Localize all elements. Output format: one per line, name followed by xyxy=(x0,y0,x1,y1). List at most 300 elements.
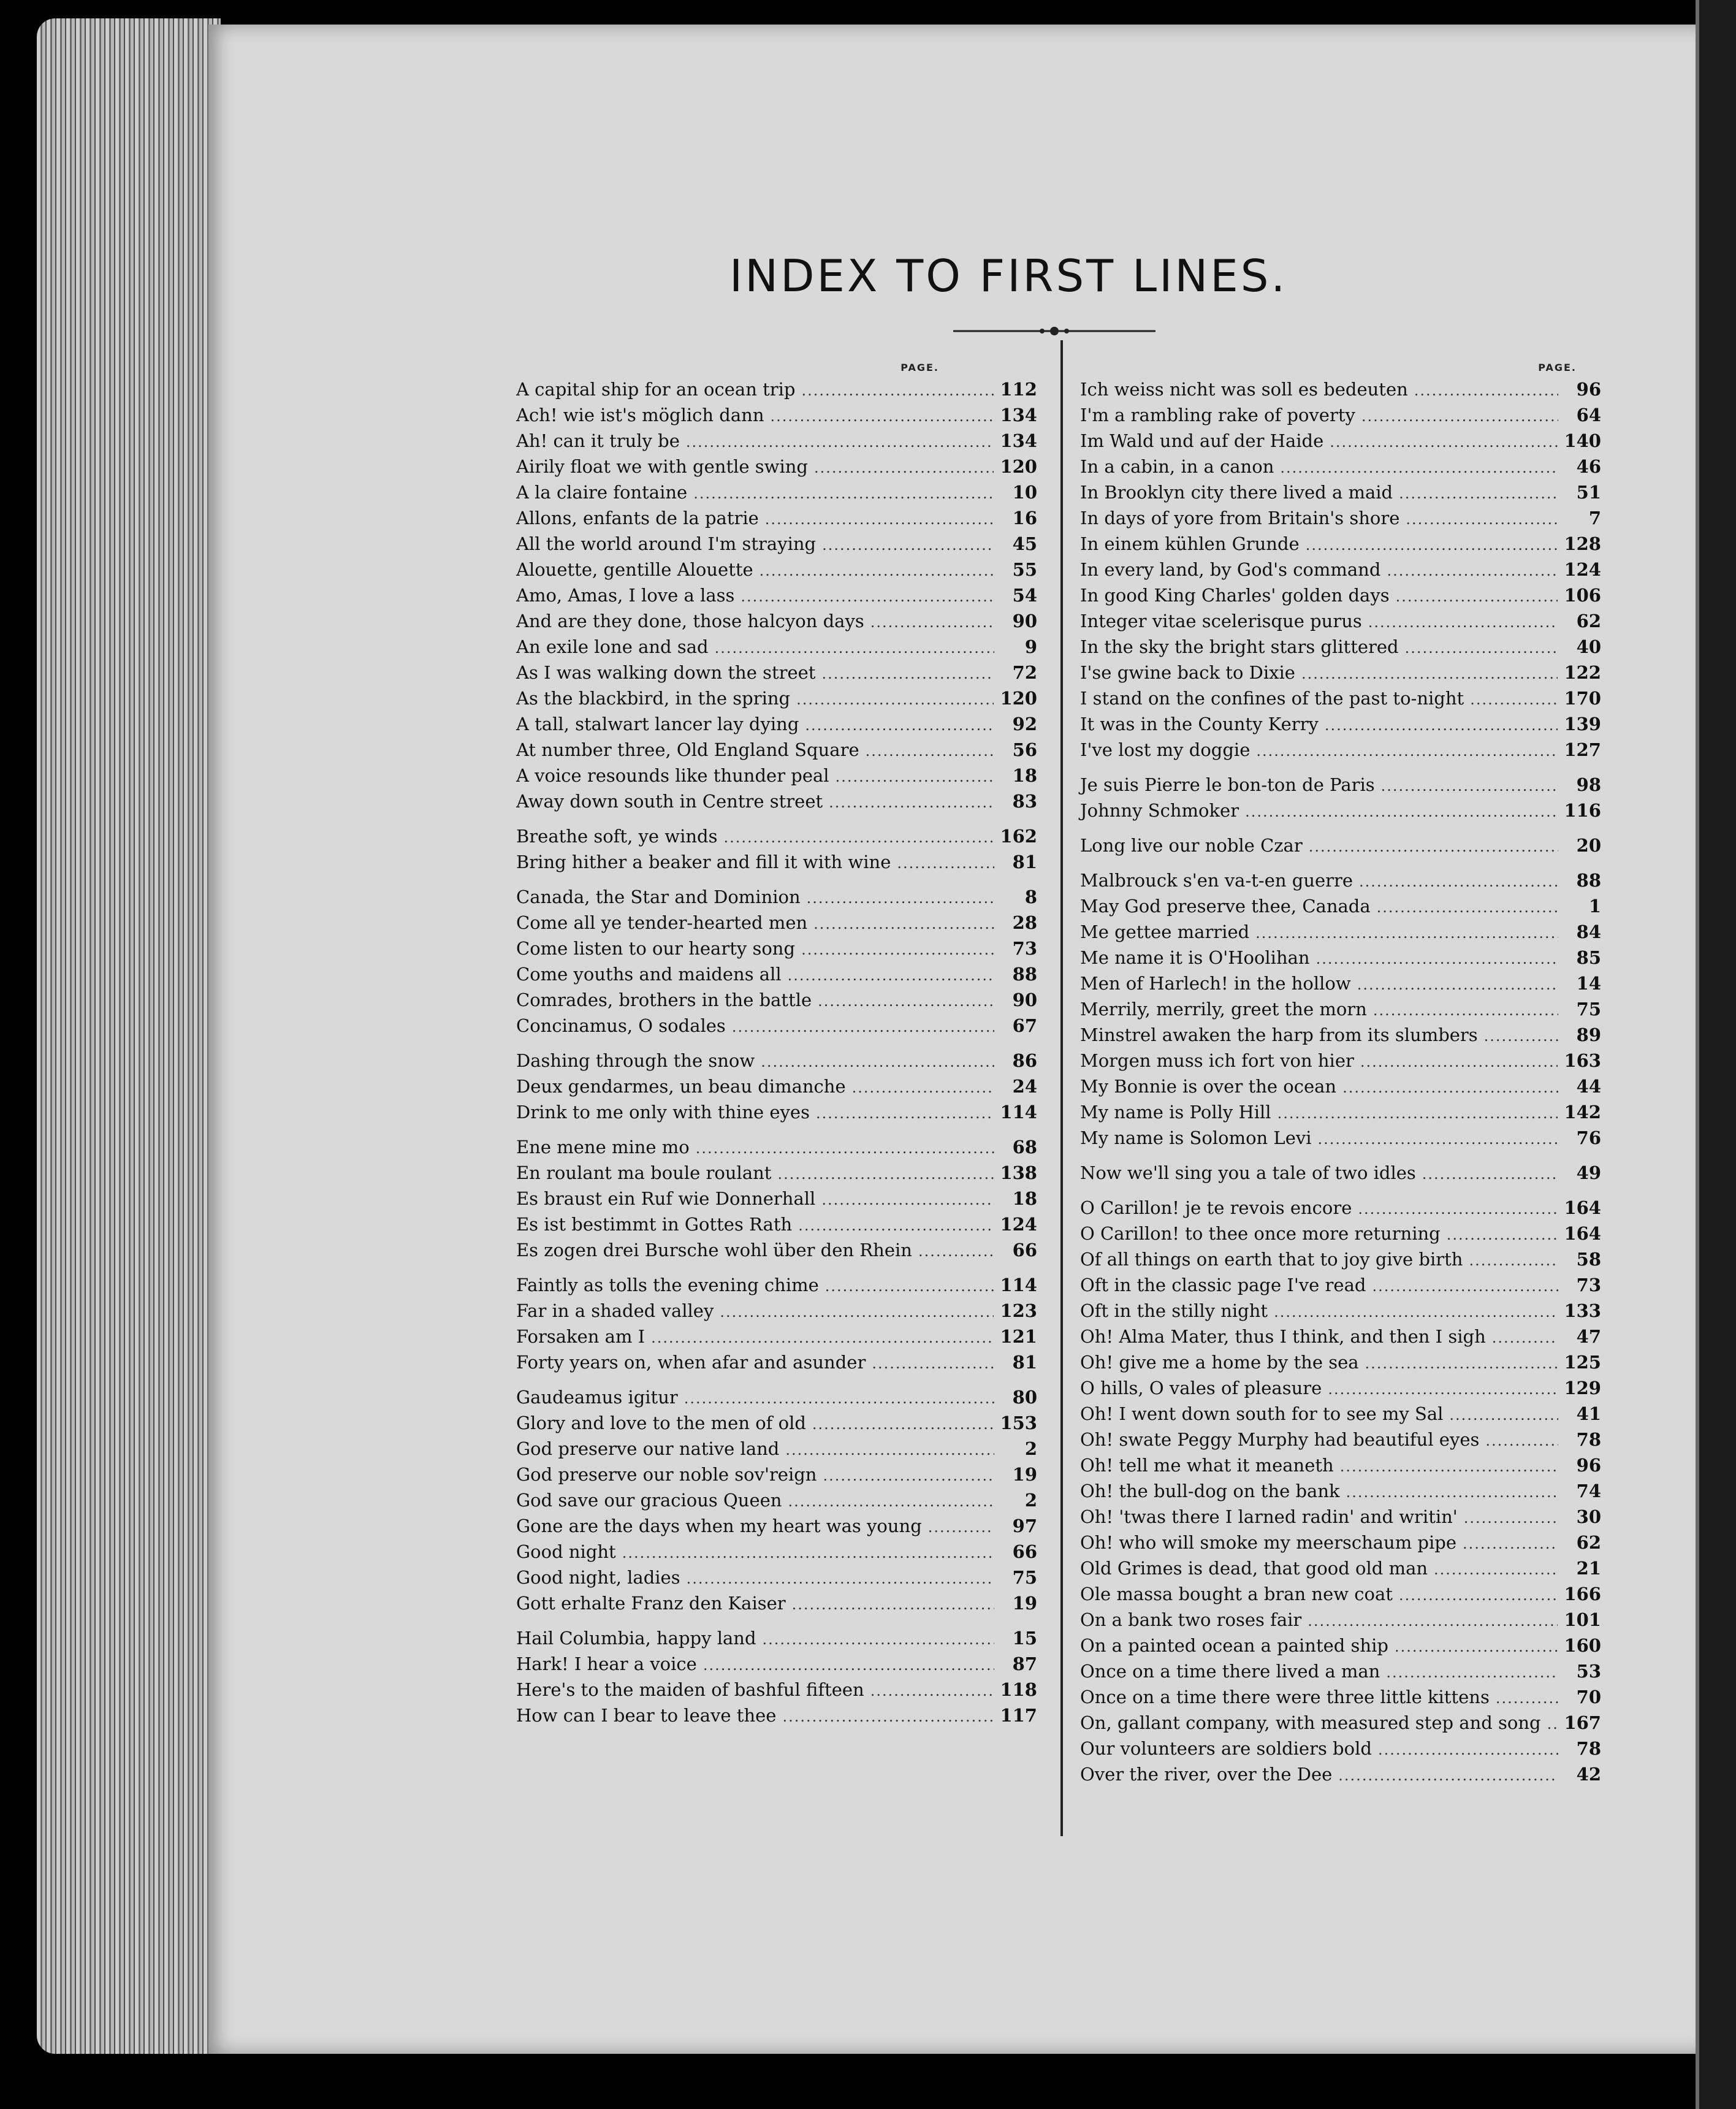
page-number: 41 xyxy=(1576,1403,1601,1424)
page-number: 20 xyxy=(1576,835,1601,856)
first-line-text: In days of yore from Britain's shore xyxy=(1080,508,1400,528)
index-entry xyxy=(1080,1324,1601,1349)
index-entry xyxy=(516,737,1037,763)
index-entry xyxy=(1080,1221,1601,1246)
first-line-text: As the blackbird, in the spring xyxy=(516,688,791,709)
dot-leader xyxy=(1357,972,1558,997)
dot-leader xyxy=(1396,584,1558,609)
first-line-text: Ah! can it truly be xyxy=(516,430,680,451)
dot-leader xyxy=(1342,1075,1558,1100)
first-line-text: Morgen muss ich fort von hier xyxy=(1080,1050,1354,1071)
first-line-text: Concinamus, O sodales xyxy=(516,1015,726,1036)
first-line-text: I stand on the confines of the past to-night xyxy=(1080,688,1464,709)
first-line-text: All the world around I'm straying xyxy=(516,533,817,554)
page-number: 166 xyxy=(1564,1584,1601,1604)
page-number: 97 xyxy=(1012,1516,1037,1536)
page-number: 10 xyxy=(1012,482,1037,503)
index-entry xyxy=(516,711,1037,737)
first-line-text: A capital ship for an ocean trip xyxy=(516,379,796,400)
index-entry xyxy=(516,987,1037,1013)
index-entry xyxy=(516,608,1037,634)
index-entry xyxy=(1080,833,1601,858)
index-entry xyxy=(1080,685,1601,711)
page-number: 120 xyxy=(1000,688,1037,709)
dot-leader xyxy=(788,1489,995,1514)
first-line-text: Oh! tell me what it meaneth xyxy=(1080,1455,1334,1476)
first-line-text: At number three, Old England Square xyxy=(516,739,859,760)
first-line-text: Drink to me only with thine eyes xyxy=(516,1102,810,1123)
index-entry xyxy=(516,660,1037,685)
index-entry xyxy=(1080,1099,1601,1125)
letter-group-gap xyxy=(1080,858,1601,868)
page-number: 78 xyxy=(1576,1738,1601,1759)
page-number: 64 xyxy=(1576,405,1601,425)
index-entry xyxy=(516,531,1037,557)
index-entry xyxy=(1080,996,1601,1022)
first-line-text: A voice resounds like thunder peal xyxy=(516,765,829,786)
first-line-text: How can I bear to leave thee xyxy=(516,1705,777,1726)
index-entry xyxy=(1080,557,1601,582)
index-entry xyxy=(516,1186,1037,1211)
dot-leader xyxy=(813,911,994,937)
page-number: 21 xyxy=(1576,1558,1601,1579)
page-number: 122 xyxy=(1564,662,1601,683)
first-line-text: Me gettee married xyxy=(1080,921,1250,942)
right-entries xyxy=(1080,376,1601,1787)
first-line-text: Oft in the classic page I've read xyxy=(1080,1275,1366,1295)
dot-leader xyxy=(788,963,994,988)
index-entry xyxy=(1080,737,1601,763)
first-line-text: Away down south in Centre street xyxy=(516,791,823,812)
page-number: 51 xyxy=(1576,482,1601,503)
index-entry xyxy=(516,1539,1037,1565)
first-line-text: Bring hither a beaker and fill it with wine xyxy=(516,852,891,872)
page-number: 18 xyxy=(1012,765,1037,786)
first-line-text: Gone are the days when my heart was young xyxy=(516,1516,922,1536)
index-entry xyxy=(1080,868,1601,893)
dot-leader xyxy=(1358,1196,1558,1222)
left-index-column xyxy=(516,362,1037,1728)
dot-leader xyxy=(825,1273,994,1299)
index-entry xyxy=(516,849,1037,875)
page-number: 89 xyxy=(1576,1024,1601,1045)
dot-leader xyxy=(1387,558,1558,584)
index-entry xyxy=(516,1272,1037,1298)
index-entry xyxy=(516,1074,1037,1099)
letter-group-gap xyxy=(516,1263,1037,1272)
letter-group-gap xyxy=(516,1375,1037,1384)
page-number: 62 xyxy=(1576,1532,1601,1553)
index-entry xyxy=(1080,893,1601,919)
dot-leader xyxy=(1434,1557,1558,1582)
index-entry xyxy=(1080,919,1601,945)
dot-leader xyxy=(696,1135,994,1161)
index-entry xyxy=(516,634,1037,660)
index-entry xyxy=(516,402,1037,428)
index-entry xyxy=(516,1099,1037,1125)
book-page-edges xyxy=(37,18,221,2054)
page-number: 162 xyxy=(1000,826,1037,847)
page-number: 90 xyxy=(1012,990,1037,1010)
first-line-text: Allons, enfants de la patrie xyxy=(516,508,759,528)
index-entry xyxy=(1080,1022,1601,1048)
dot-leader xyxy=(1485,1428,1558,1454)
dot-leader xyxy=(866,738,994,764)
first-line-text: God preserve our native land xyxy=(516,1438,780,1459)
index-entry xyxy=(1080,402,1601,428)
first-line-text: Minstrel awaken the harp from its slumbers xyxy=(1080,1024,1478,1045)
first-line-text: Come all ye tender-hearted men xyxy=(516,912,808,933)
dot-leader xyxy=(1316,946,1558,972)
dot-leader xyxy=(693,481,994,506)
page-column-header: PAGE. xyxy=(900,362,939,373)
index-entry xyxy=(1080,1633,1601,1658)
index-entry xyxy=(1080,608,1601,634)
index-entry xyxy=(1080,1246,1601,1272)
page-number: 123 xyxy=(1000,1300,1037,1321)
page-number: 46 xyxy=(1576,456,1601,477)
page-number: 112 xyxy=(1000,379,1037,400)
dot-leader xyxy=(1325,712,1558,738)
page-number: 88 xyxy=(1012,964,1037,985)
first-line-text: Oh! the bull-dog on the bank xyxy=(1080,1481,1340,1501)
index-entry xyxy=(1080,711,1601,737)
first-line-text: Over the river, over the Dee xyxy=(1080,1764,1333,1785)
index-entry xyxy=(516,1487,1037,1513)
page-number: 128 xyxy=(1564,533,1601,554)
page-number: 96 xyxy=(1576,379,1601,400)
page-number: 139 xyxy=(1564,714,1601,734)
dot-leader xyxy=(1492,1325,1558,1351)
dot-leader xyxy=(870,1678,994,1704)
page-number: 114 xyxy=(1000,1102,1037,1123)
page-number: 81 xyxy=(1012,1352,1037,1373)
page-number: 134 xyxy=(1000,405,1037,425)
first-line-text: Dashing through the snow xyxy=(516,1050,755,1071)
dot-leader xyxy=(1422,1161,1558,1187)
page-number: 121 xyxy=(1000,1326,1037,1347)
dot-leader xyxy=(1399,481,1558,506)
index-entry xyxy=(516,961,1037,987)
first-line-text: Ach! wie ist's möglich dann xyxy=(516,405,764,425)
index-entry xyxy=(516,1410,1037,1436)
dot-leader xyxy=(1256,738,1558,764)
page-number: 58 xyxy=(1576,1249,1601,1270)
first-line-text: Once on a time there lived a man xyxy=(1080,1661,1380,1682)
dot-leader xyxy=(1449,1402,1558,1428)
page-number: 164 xyxy=(1564,1223,1601,1244)
dot-leader xyxy=(801,378,994,403)
dot-leader xyxy=(771,403,994,429)
first-line-text: Oft in the stilly night xyxy=(1080,1300,1268,1321)
page-number: 134 xyxy=(1000,430,1037,451)
first-line-text: Gott erhalte Franz den Kaiser xyxy=(516,1593,786,1614)
index-entry xyxy=(516,1677,1037,1703)
index-entry xyxy=(1080,479,1601,505)
first-line-text: An exile lone and sad xyxy=(516,636,709,657)
first-line-text: In the sky the bright stars glittered xyxy=(1080,636,1399,657)
dot-leader xyxy=(897,850,994,876)
first-line-text: In every land, by God's command xyxy=(1080,559,1381,580)
right-index-column xyxy=(1080,362,1601,1787)
page-number: 167 xyxy=(1564,1712,1601,1733)
dot-leader xyxy=(928,1514,994,1540)
first-line-text: Here's to the maiden of bashful fifteen xyxy=(516,1679,864,1700)
letter-group-gap xyxy=(1080,763,1601,772)
first-line-text: Merrily, merrily, greet the morn xyxy=(1080,999,1367,1020)
dot-leader xyxy=(1340,1454,1558,1479)
index-entry xyxy=(1080,1607,1601,1633)
index-entry xyxy=(1080,1427,1601,1452)
page-number: 83 xyxy=(1012,791,1037,812)
index-entry xyxy=(516,1384,1037,1410)
first-line-text: Oh! give me a home by the sea xyxy=(1080,1352,1359,1373)
page-number: 76 xyxy=(1576,1127,1601,1148)
dot-leader xyxy=(1309,834,1558,860)
dot-leader xyxy=(1306,532,1558,558)
first-line-text: My name is Solomon Levi xyxy=(1080,1127,1312,1148)
index-entry xyxy=(516,428,1037,454)
dot-leader xyxy=(763,1627,994,1652)
dot-leader xyxy=(1447,1222,1558,1248)
index-entry xyxy=(1080,531,1601,557)
first-line-text: Far in a shaded valley xyxy=(516,1300,714,1321)
column-divider xyxy=(1060,340,1063,1836)
dot-leader xyxy=(836,764,994,790)
index-entry xyxy=(516,1013,1037,1039)
first-line-text: Oh! Alma Mater, thus I think, and then I sigh xyxy=(1080,1326,1486,1347)
page-number: 153 xyxy=(1000,1413,1037,1433)
first-line-text: Once on a time there were three little kittens xyxy=(1080,1687,1490,1707)
index-entry xyxy=(1080,1048,1601,1074)
dot-leader xyxy=(687,1566,994,1592)
index-entry xyxy=(1080,1478,1601,1504)
page-title: INDEX TO FIRST LINES. xyxy=(729,250,1288,302)
page-number: 75 xyxy=(1576,999,1601,1020)
index-entry xyxy=(1080,1504,1601,1530)
letter-group-gap xyxy=(1080,1151,1601,1160)
dot-leader xyxy=(1464,1505,1558,1531)
first-line-text: Gaudeamus igitur xyxy=(516,1387,678,1408)
first-line-text: Good night xyxy=(516,1541,616,1562)
first-line-text: Canada, the Star and Dominion xyxy=(516,887,801,907)
page-number: 66 xyxy=(1012,1240,1037,1260)
facing-page-edge xyxy=(1696,0,1736,2109)
page-number: 85 xyxy=(1576,947,1601,968)
page-number: 24 xyxy=(1012,1076,1037,1097)
page-number: 44 xyxy=(1576,1076,1601,1097)
dot-leader xyxy=(1368,609,1558,635)
dot-leader xyxy=(1496,1685,1558,1711)
first-line-text: O Carillon! je te revois encore xyxy=(1080,1197,1352,1218)
index-entry xyxy=(516,1462,1037,1487)
index-entry xyxy=(1080,376,1601,402)
first-line-text: Oh! 'twas there I larned radin' and writin' xyxy=(1080,1506,1458,1527)
index-entry xyxy=(516,763,1037,788)
page-number: 88 xyxy=(1576,870,1601,891)
dot-leader xyxy=(822,532,994,558)
dot-leader xyxy=(1470,687,1558,712)
index-entry xyxy=(516,1565,1037,1590)
first-line-text: In Brooklyn city there lived a maid xyxy=(1080,482,1393,503)
dot-leader xyxy=(1330,429,1558,455)
dot-leader xyxy=(1255,920,1558,946)
index-entry xyxy=(1080,1658,1601,1684)
dot-leader xyxy=(823,1463,994,1489)
dot-leader xyxy=(1463,1531,1558,1557)
page-number: 92 xyxy=(1012,714,1037,734)
page-number: 98 xyxy=(1576,774,1601,795)
index-entry xyxy=(1080,772,1601,798)
page-number: 133 xyxy=(1564,1300,1601,1321)
index-entry xyxy=(1080,945,1601,971)
index-entry xyxy=(516,823,1037,849)
first-line-text: I've lost my doggie xyxy=(1080,739,1251,760)
dot-leader xyxy=(1372,1273,1558,1299)
index-entry xyxy=(1080,1272,1601,1298)
dot-leader xyxy=(918,1238,994,1264)
page-number: 73 xyxy=(1012,938,1037,959)
first-line-text: In a cabin, in a canon xyxy=(1080,456,1274,477)
page-number: 106 xyxy=(1564,585,1601,606)
page-number: 19 xyxy=(1012,1464,1037,1485)
dot-leader xyxy=(1381,773,1558,799)
page-number: 114 xyxy=(1000,1275,1037,1295)
first-line-text: Im Wald und auf der Haide xyxy=(1080,430,1324,451)
page-number: 55 xyxy=(1012,559,1037,580)
page-number: 2 xyxy=(1024,1438,1037,1459)
page-number: 72 xyxy=(1012,662,1037,683)
index-entry xyxy=(1080,505,1601,531)
index-entry xyxy=(1080,660,1601,685)
dot-leader xyxy=(792,1592,994,1617)
first-line-text: En roulant ma boule roulant xyxy=(516,1162,772,1183)
first-line-text: Ene mene mine mo xyxy=(516,1137,690,1157)
page-number: 120 xyxy=(1000,456,1037,477)
left-entries xyxy=(516,376,1037,1728)
dot-leader xyxy=(1361,403,1558,429)
page-number: 56 xyxy=(1012,739,1037,760)
first-line-text: Comrades, brothers in the battle xyxy=(516,990,812,1010)
page-number: 54 xyxy=(1012,585,1037,606)
page-number: 2 xyxy=(1024,1490,1037,1511)
first-line-text: Men of Harlech! in the hollow xyxy=(1080,973,1351,994)
index-entry xyxy=(516,788,1037,814)
page-number: 9 xyxy=(1024,636,1037,657)
first-line-text: Breathe soft, ye winds xyxy=(516,826,718,847)
page-number: 74 xyxy=(1576,1481,1601,1501)
index-entry xyxy=(1080,1530,1601,1555)
first-line-text: Johnny Schmoker xyxy=(1080,800,1239,821)
index-entry xyxy=(516,1298,1037,1324)
dot-leader xyxy=(720,1299,994,1325)
page-number: 116 xyxy=(1564,800,1601,821)
dot-leader xyxy=(1360,1049,1558,1075)
page-column-header: PAGE. xyxy=(1538,362,1577,373)
page-number: 90 xyxy=(1012,611,1037,631)
dot-leader xyxy=(798,1213,994,1238)
page-number: 42 xyxy=(1576,1764,1601,1785)
page-number: 30 xyxy=(1576,1506,1601,1527)
first-line-text: Come listen to our hearty song xyxy=(516,938,796,959)
first-line-text: I'm a rambling rake of poverty xyxy=(1080,405,1355,425)
page-number: 129 xyxy=(1564,1378,1601,1398)
index-entry xyxy=(1080,634,1601,660)
dot-leader xyxy=(829,790,994,815)
index-entry xyxy=(1080,1555,1601,1581)
index-entry xyxy=(1080,971,1601,996)
dot-leader xyxy=(1318,1126,1558,1152)
first-line-text: Ole massa bought a bran new coat xyxy=(1080,1584,1393,1604)
dot-leader xyxy=(1338,1763,1558,1788)
index-entry xyxy=(516,557,1037,582)
first-line-text: In good King Charles' golden days xyxy=(1080,585,1390,606)
index-entry xyxy=(516,376,1037,402)
index-entry xyxy=(516,936,1037,961)
dot-leader xyxy=(870,609,994,635)
index-entry xyxy=(1080,454,1601,479)
page-number: 15 xyxy=(1012,1628,1037,1649)
page-number: 1 xyxy=(1588,896,1601,917)
index-entry xyxy=(516,884,1037,910)
page-number: 78 xyxy=(1576,1429,1601,1450)
page-number: 49 xyxy=(1576,1162,1601,1183)
index-entry xyxy=(516,1703,1037,1728)
first-line-text: Hail Columbia, happy land xyxy=(516,1628,756,1649)
first-line-text: Amo, Amas, I love a lass xyxy=(516,585,735,606)
first-line-text: Old Grimes is dead, that good old man xyxy=(1080,1558,1428,1579)
first-line-text: Ich weiss nicht was soll es bedeuten xyxy=(1080,379,1408,400)
page-number: 140 xyxy=(1564,430,1601,451)
index-entry xyxy=(516,1349,1037,1375)
index-entry xyxy=(516,1237,1037,1263)
first-line-text: Faintly as tolls the evening chime xyxy=(516,1275,819,1295)
first-line-text: Oh! I went down south for to see my Sal xyxy=(1080,1403,1444,1424)
first-line-text: As I was walking down the street xyxy=(516,662,816,683)
first-line-text: Of all things on earth that to joy give birth xyxy=(1080,1249,1463,1270)
dot-leader xyxy=(732,1014,994,1040)
first-line-text: It was in the County Kerry xyxy=(1080,714,1319,734)
first-line-text: Long live our noble Czar xyxy=(1080,835,1303,856)
first-line-text: Oh! who will smoke my meerschaum pipe xyxy=(1080,1532,1456,1553)
page-number: 53 xyxy=(1576,1661,1601,1682)
index-entry xyxy=(516,479,1037,505)
page-number: 14 xyxy=(1576,973,1601,994)
first-line-text: God preserve our noble sov'reign xyxy=(516,1464,817,1485)
page-number: 163 xyxy=(1564,1050,1601,1071)
page-number: 40 xyxy=(1576,636,1601,657)
first-line-text: Deux gendarmes, un beau dimanche xyxy=(516,1076,846,1097)
first-line-text: Our volunteers are soldiers bold xyxy=(1080,1738,1372,1759)
page-number: 124 xyxy=(1564,559,1601,580)
first-line-text: Forty years on, when afar and asunder xyxy=(516,1352,866,1373)
page-number: 117 xyxy=(1000,1705,1037,1726)
dot-leader xyxy=(724,825,994,850)
dot-leader xyxy=(1301,661,1558,687)
index-entry xyxy=(516,1436,1037,1462)
first-line-text: A la claire fontaine xyxy=(516,482,688,503)
first-line-text: Hark! I hear a voice xyxy=(516,1653,697,1674)
dot-leader xyxy=(1377,894,1558,920)
dot-leader xyxy=(818,988,994,1014)
dot-leader xyxy=(1414,378,1558,403)
dot-leader xyxy=(686,429,994,455)
page-number: 19 xyxy=(1012,1593,1037,1614)
page-number: 87 xyxy=(1012,1653,1037,1674)
dot-leader xyxy=(814,455,994,481)
page-number: 84 xyxy=(1576,921,1601,942)
letter-group-gap xyxy=(516,875,1037,884)
